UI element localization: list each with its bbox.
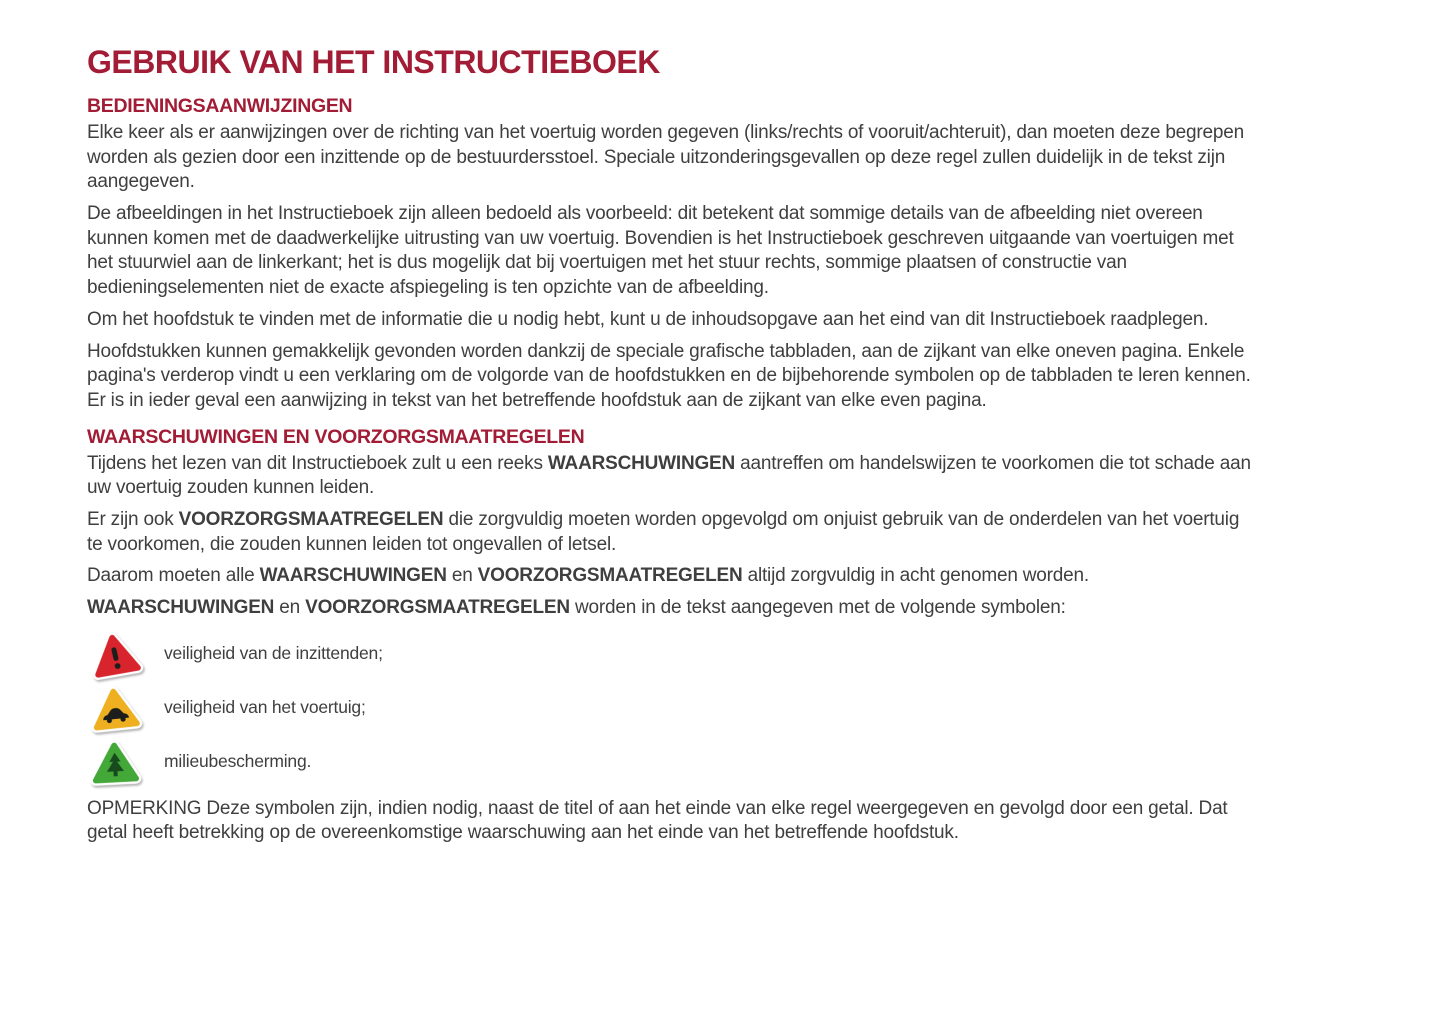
section-operating-instructions bbox=[87, 95, 1355, 414]
paragraph-observe-all: Daarom moeten alle WAARSCHUWINGEN en VOORZORGSMAATREGELEN altijd zorgvuldig in acht genomen worden. bbox=[87, 565, 1089, 587]
symbol-row-environment bbox=[87, 737, 1355, 787]
symbol-row-vehicle-safety bbox=[87, 683, 1355, 733]
paragraph-illustrations: De afbeeldingen in het Instructieboek zijn alleen bedoeld als voorbeeld: dit betekent dat sommige details van de afbeelding niet overeen kunnen komen met de daadwerkelijke uitrusting van uw voertuig. Bovendien is het Instructieboek geschreven uitgaande van voertuigen met het stuurwiel aan de linkerkant; het is dus mogelijk dat bij voertuigen met het stuur rechts, sommige plaatsen of constructie van bedieningselementen niet de exacte afspiegeling is ten opzichte van de afbeelding. bbox=[87, 203, 1234, 299]
operating-instructions-heading: BEDIENINGSAANWIJZINGEN bbox=[87, 95, 353, 117]
environment-warning-triangle-icon bbox=[86, 735, 145, 788]
paragraph-table-of-contents: Om het hoofdstuk te vinden met de informatie die u nodig hebt, kunt u de inhoudsopgave aan het eind van dit Instructieboek raadplegen. bbox=[87, 308, 1209, 330]
paragraph-chapter-tabs: Hoofdstukken kunnen gemakkelijk gevonden worden dankzij de speciale grafische tabbladen, aan de zijkant van elke oneven pagina. Enkele pagina's verderop vindt u een verklaring om de volgorde van de hoofdstukken en de bijbehorende symbolen op de tabbladen te leren kennen. Er is in ieder geval een aanwijzing in tekst van het betreffende hoofdstuk aan de zijkant van elke even pagina. bbox=[87, 340, 1251, 411]
vehicle-safety-warning-triangle-icon bbox=[85, 680, 146, 736]
occupant-safety-warning-triangle-icon bbox=[83, 624, 147, 683]
warnings-precautions-heading: WAARSCHUWINGEN EN VOORZORGSMAATREGELEN bbox=[87, 425, 585, 448]
section-warnings-precautions bbox=[87, 426, 1355, 847]
note-paragraph: OPMERKING Deze symbolen zijn, indien nodig, naast de titel of aan het einde van elke regel weergegeven en gevolgd door een getal. Dat getal heeft betrekking op de overeenkomstige waarschuwing aan het einde van het betreffende hoofdstuk. bbox=[87, 797, 1228, 844]
symbol-label-vehicle-safety: veiligheid van het voertuig; bbox=[164, 697, 366, 718]
paragraph-warnings: Tijdens het lezen van dit Instructieboek zult u een reeks WAARSCHUWINGEN aantreffen om handelswijzen te voorkomen die tot schade aan uw voertuig zouden kunnen leiden. bbox=[87, 452, 1251, 499]
symbol-label-occupant-safety: veiligheid van de inzittenden; bbox=[164, 643, 383, 664]
page-title: GEBRUIK VAN HET INSTRUCTIEBOEK bbox=[87, 44, 660, 80]
paragraph-directions: Elke keer als er aanwijzingen over de richting van het voertuig worden gegeven (links/rechts of vooruit/achteruit), dan moeten deze begrepen worden als gezien door een inzittende op de bestuurdersstoel. Speciale uitzonderingsgevallen op deze regel zullen duidelijk in de tekst zijn aangegeven. bbox=[87, 122, 1245, 193]
symbol-row-occupant-safety bbox=[87, 629, 1355, 679]
warning-symbols-list bbox=[87, 629, 1355, 787]
symbol-label-environment: milieubescherming. bbox=[164, 751, 312, 772]
paragraph-symbols-intro: WAARSCHUWINGEN en VOORZORGSMAATREGELEN worden in de tekst aangegeven met de volgende symbolen: bbox=[87, 597, 1066, 618]
paragraph-precautions: Er zijn ook VOORZORGSMAATREGELEN die zorgvuldig moeten worden opgevolgd om onjuist gebruik van de onderdelen van het voertuig te voorkomen, die zouden kunnen leiden tot ongevallen of letsel. bbox=[87, 508, 1240, 555]
